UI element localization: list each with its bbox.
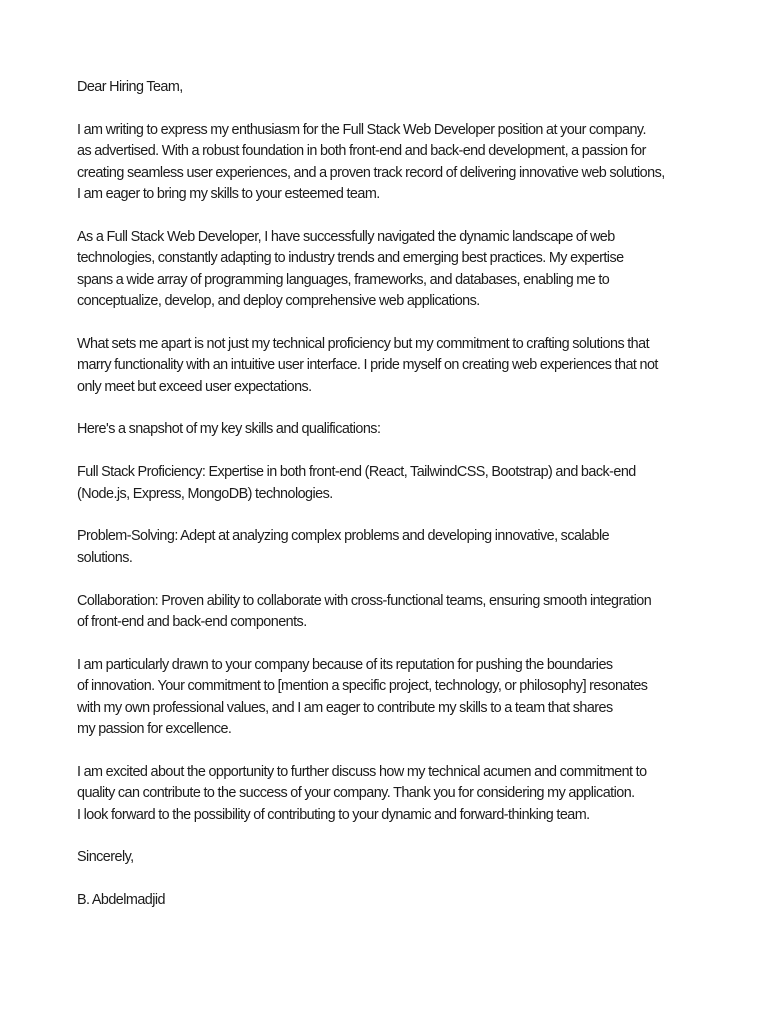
skill-collaboration: [77, 591, 717, 634]
closing-line: Sincerely,: [77, 849, 134, 866]
paragraph-line: creating seamless user experiences, and a proven track record of delivering innovative web solutions,: [77, 164, 665, 181]
paragraph-line: marry functionality with an intuitive user interface. I pride myself on creating web experiences that not: [77, 357, 658, 374]
paragraph-line: of front-end and back-end components.: [77, 614, 307, 631]
paragraph-motivation: [77, 655, 717, 741]
paragraph-line: Problem-Solving: Adept at analyzing complex problems and developing innovative, scalable: [77, 528, 610, 545]
paragraph-line: as advertised. With a robust foundation in both front-end and back-end development, a passion for: [77, 143, 646, 160]
paragraph-line: Full Stack Proficiency: Expertise in both front-end (React, TailwindCSS, Bootstrap) and back-end: [77, 464, 636, 481]
paragraph-line: my passion for excellence.: [77, 721, 232, 738]
paragraph-line: of innovation. Your commitment to [mention a specific project, technology, or philosophy] resonates: [77, 678, 648, 695]
paragraph-line: I am eager to bring my skills to your esteemed team.: [77, 186, 380, 203]
paragraph-line: Collaboration: Proven ability to collaborate with cross-functional teams, ensuring smooth integration: [77, 592, 652, 609]
paragraph-line: Here's a snapshot of my key skills and qualifications:: [77, 421, 381, 438]
paragraph-line: I look forward to the possibility of contributing to your dynamic and forward-thinking team.: [77, 806, 590, 823]
cover-letter: [77, 77, 717, 933]
skill-full-stack: [77, 462, 717, 505]
paragraph-intro: [77, 120, 717, 206]
paragraph-line: What sets me apart is not just my technical proficiency but my commitment to crafting solutions that: [77, 335, 650, 352]
paragraph-line: conceptualize, develop, and deploy comprehensive web applications.: [77, 293, 480, 310]
skill-problem-solving: [77, 526, 717, 569]
paragraph-line: As a Full Stack Web Developer, I have successfully navigated the dynamic landscape of web: [77, 228, 615, 245]
paragraph-line: spans a wide array of programming languages, frameworks, and databases, enabling me to: [77, 271, 610, 288]
salutation-line: Dear Hiring Team,: [77, 79, 183, 95]
signature: [77, 890, 717, 911]
paragraph-experience: [77, 227, 717, 313]
paragraph-differentiator: [77, 334, 717, 398]
paragraph-line: I am writing to express my enthusiasm for the Full Stack Web Developer position at your company.: [77, 121, 646, 138]
paragraph-closing: [77, 762, 717, 826]
paragraph-line: I am particularly drawn to your company because of its reputation for pushing the boundaries: [77, 656, 613, 673]
paragraph-line: with my own professional values, and I am eager to contribute my skills to a team that shares: [77, 699, 613, 716]
paragraph-line: only meet but exceed user expectations.: [77, 378, 312, 395]
closing: [77, 847, 717, 868]
paragraph-line: technologies, constantly adapting to industry trends and emerging best practices. My expertise: [77, 250, 624, 267]
signature-name: B. Abdelmadjid: [77, 892, 165, 909]
paragraph-skills-intro: [77, 419, 717, 440]
paragraph-line: quality can contribute to the success of your company. Thank you for considering my application.: [77, 785, 635, 802]
salutation: [77, 77, 717, 98]
paragraph-line: I am excited about the opportunity to further discuss how my technical acumen and commitment to: [77, 763, 647, 780]
paragraph-line: (Node.js, Express, MongoDB) technologies.: [77, 485, 333, 502]
paragraph-line: solutions.: [77, 549, 133, 566]
